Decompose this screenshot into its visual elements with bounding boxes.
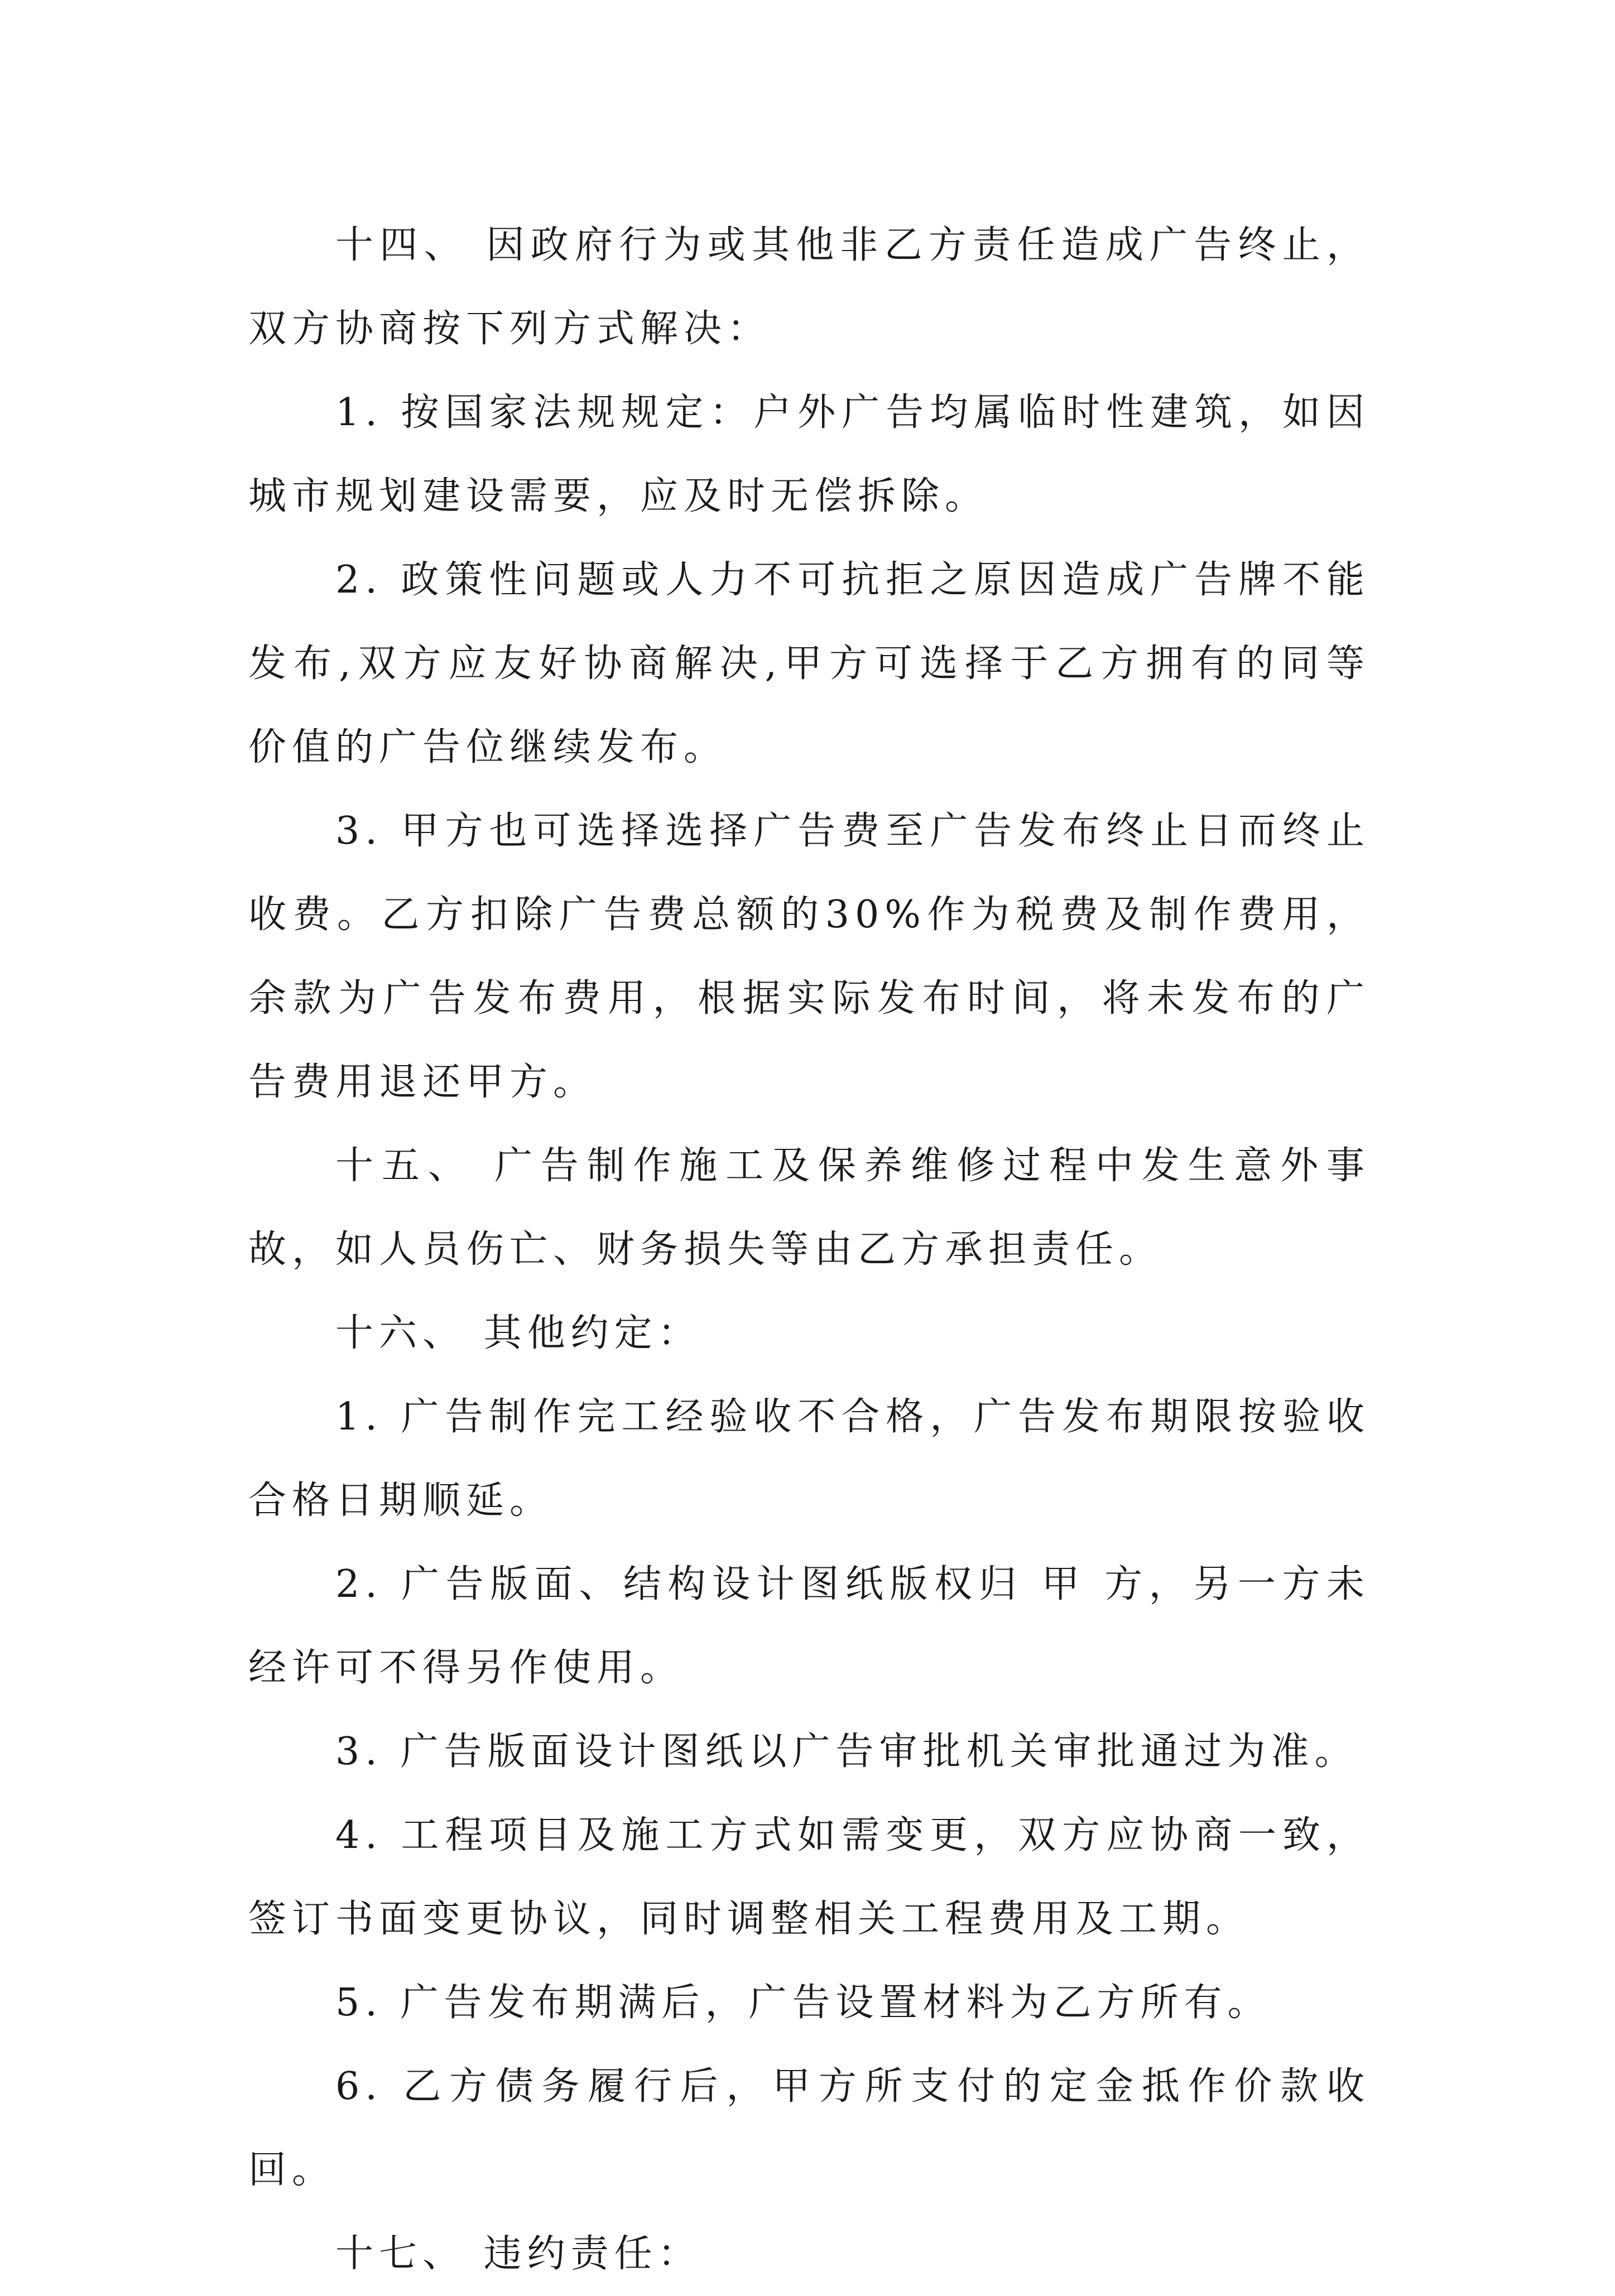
document-body <box>248 204 1370 2296</box>
clause-14-item-2: 2. 政策性问题或人力不可抗拒之原因造成广告牌不能发布,双方应友好协商解决,甲方可选择于乙方拥有的同等价值的广告位继续发布。 <box>248 558 1370 769</box>
clause-16-item-4: 4. 工程项目及施工方式如需变更，双方应协商一致，签订书面变更协议，同时调整相关工程费用及工期。 <box>248 1813 1370 1941</box>
clause-17-heading: 十七、 违约责任： <box>335 2232 701 2276</box>
clause-16-heading: 十六、 其他约定： <box>335 1311 701 1355</box>
clause-14-item-3: 3. 甲方也可选择选择广告费至广告发布终止日而终止收费。乙方扣除广告费总额的30%作为税费及制作费用，余款为广告发布费用，根据实际发布时间，将未发布的广告费用退还甲方。 <box>248 809 1370 1104</box>
clause-16-item-6: 6. 乙方债务履行后，甲方所支付的定金抵作价款收回。 <box>248 2064 1370 2192</box>
clause-16-item-3: 3. 广告版面设计图纸以广告审批机关审批通过为准。 <box>335 1730 1358 1774</box>
clause-16-item-5: 5. 广告发布期满后，广告设置材料为乙方所有。 <box>335 1981 1271 2025</box>
clause-16-item-1: 1. 广告制作完工经验收不合格，广告发布期限按验收合格日期顺延。 <box>248 1395 1370 1523</box>
clause-14-item-1: 1. 按国家法规规定：户外广告均属临时性建筑，如因城市规划建设需要，应及时无偿拆除。 <box>248 391 1370 518</box>
clause-14-heading: 十四、 因政府行为或其他非乙方责任造成广告终止，双方协商按下列方式解决： <box>248 223 1370 351</box>
clause-16-item-2: 2. 广告版面、结构设计图纸版权归 甲 方，另一方未经许可不得另作使用。 <box>248 1562 1370 1690</box>
clause-15: 十五、 广告制作施工及保养维修过程中发生意外事故，如人员伤亡、财务损失等由乙方承担责任。 <box>248 1144 1370 1272</box>
